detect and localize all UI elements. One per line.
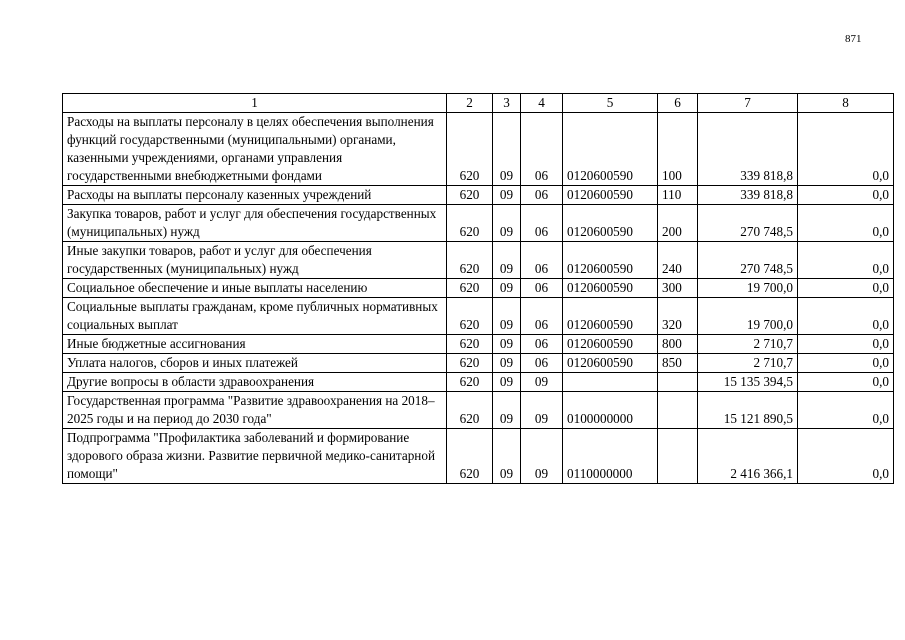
header-cell: 1 — [63, 94, 447, 113]
ministry-code-cell: 620 — [447, 279, 493, 298]
table-row — [63, 392, 894, 429]
change-amount-cell: 0,0 — [798, 186, 894, 205]
table-row — [63, 354, 894, 373]
table-row — [63, 205, 894, 242]
target-item-code-cell: 0120600590 — [563, 113, 658, 186]
table-body — [63, 113, 894, 484]
ministry-code-cell: 620 — [447, 205, 493, 242]
change-amount-cell: 0,0 — [798, 373, 894, 392]
page-number: 871 — [845, 33, 862, 45]
header-cell: 8 — [798, 94, 894, 113]
table-row — [63, 113, 894, 186]
expense-type-code-cell: 800 — [658, 335, 698, 354]
amount-cell: 339 818,8 — [698, 186, 798, 205]
section-code-cell: 09 — [493, 429, 521, 484]
ministry-code-cell: 620 — [447, 392, 493, 429]
ministry-code-cell: 620 — [447, 186, 493, 205]
ministry-code-cell: 620 — [447, 242, 493, 279]
header-cell: 4 — [521, 94, 563, 113]
subsection-code-cell: 06 — [521, 335, 563, 354]
expense-type-code-cell: 300 — [658, 279, 698, 298]
section-code-cell: 09 — [493, 242, 521, 279]
amount-cell: 2 416 366,1 — [698, 429, 798, 484]
table-row — [63, 335, 894, 354]
expense-name-cell: Закупка товаров, работ и услуг для обеспечения государственных (муниципальных) нужд — [63, 205, 447, 242]
subsection-code-cell: 06 — [521, 186, 563, 205]
target-item-code-cell: 0120600590 — [563, 205, 658, 242]
expense-name-cell: Подпрограмма "Профилактика заболеваний и формирование здорового образа жизни. Развитие первичной медико-санитарной помощи" — [63, 429, 447, 484]
subsection-code-cell: 06 — [521, 113, 563, 186]
section-code-cell: 09 — [493, 279, 521, 298]
change-amount-cell: 0,0 — [798, 429, 894, 484]
target-item-code-cell: 0100000000 — [563, 392, 658, 429]
amount-cell: 15 135 394,5 — [698, 373, 798, 392]
expense-type-code-cell: 850 — [658, 354, 698, 373]
expense-name-cell: Расходы на выплаты персоналу казенных учреждений — [63, 186, 447, 205]
section-code-cell: 09 — [493, 113, 521, 186]
target-item-code-cell: 0120600590 — [563, 335, 658, 354]
table-row — [63, 242, 894, 279]
expense-name-cell: Другие вопросы в области здравоохранения — [63, 373, 447, 392]
change-amount-cell: 0,0 — [798, 113, 894, 186]
section-code-cell: 09 — [493, 373, 521, 392]
expense-type-code-cell: 100 — [658, 113, 698, 186]
section-code-cell: 09 — [493, 392, 521, 429]
expense-type-code-cell: 200 — [658, 205, 698, 242]
change-amount-cell: 0,0 — [798, 354, 894, 373]
header-row — [63, 94, 894, 113]
section-code-cell: 09 — [493, 205, 521, 242]
subsection-code-cell: 06 — [521, 298, 563, 335]
amount-cell: 2 710,7 — [698, 335, 798, 354]
expense-type-code-cell — [658, 373, 698, 392]
section-code-cell: 09 — [493, 354, 521, 373]
amount-cell: 2 710,7 — [698, 354, 798, 373]
target-item-code-cell: 0110000000 — [563, 429, 658, 484]
expense-type-code-cell: 110 — [658, 186, 698, 205]
header-cell: 2 — [447, 94, 493, 113]
section-code-cell: 09 — [493, 335, 521, 354]
change-amount-cell: 0,0 — [798, 279, 894, 298]
subsection-code-cell: 06 — [521, 279, 563, 298]
expense-type-code-cell: 320 — [658, 298, 698, 335]
subsection-code-cell: 09 — [521, 373, 563, 392]
subsection-code-cell: 09 — [521, 392, 563, 429]
table-row — [63, 298, 894, 335]
change-amount-cell: 0,0 — [798, 298, 894, 335]
expense-type-code-cell — [658, 392, 698, 429]
section-code-cell: 09 — [493, 186, 521, 205]
amount-cell: 15 121 890,5 — [698, 392, 798, 429]
expense-name-cell: Уплата налогов, сборов и иных платежей — [63, 354, 447, 373]
target-item-code-cell: 0120600590 — [563, 298, 658, 335]
expense-name-cell: Иные закупки товаров, работ и услуг для обеспечения государственных (муниципальных) нужд — [63, 242, 447, 279]
header-cell: 3 — [493, 94, 521, 113]
ministry-code-cell: 620 — [447, 354, 493, 373]
budget-table — [62, 93, 894, 484]
ministry-code-cell: 620 — [447, 298, 493, 335]
subsection-code-cell: 06 — [521, 354, 563, 373]
target-item-code-cell: 0120600590 — [563, 279, 658, 298]
change-amount-cell: 0,0 — [798, 205, 894, 242]
expense-name-cell: Государственная программа "Развитие здравоохранения на 2018–2025 годы и на период до 2030 года" — [63, 392, 447, 429]
expense-name-cell: Расходы на выплаты персоналу в целях обеспечения выполнения функций государственными (муниципальными) органами, казенными учреждениями, органами управления государственными внебюджетными фондами — [63, 113, 447, 186]
header-cell: 6 — [658, 94, 698, 113]
expense-name-cell: Иные бюджетные ассигнования — [63, 335, 447, 354]
target-item-code-cell: 0120600590 — [563, 186, 658, 205]
target-item-code-cell — [563, 373, 658, 392]
ministry-code-cell: 620 — [447, 113, 493, 186]
subsection-code-cell: 09 — [521, 429, 563, 484]
amount-cell: 339 818,8 — [698, 113, 798, 186]
ministry-code-cell: 620 — [447, 429, 493, 484]
table-row — [63, 373, 894, 392]
expense-type-code-cell: 240 — [658, 242, 698, 279]
change-amount-cell: 0,0 — [798, 335, 894, 354]
change-amount-cell: 0,0 — [798, 392, 894, 429]
table-row — [63, 279, 894, 298]
section-code-cell: 09 — [493, 298, 521, 335]
target-item-code-cell: 0120600590 — [563, 242, 658, 279]
change-amount-cell: 0,0 — [798, 242, 894, 279]
amount-cell: 270 748,5 — [698, 205, 798, 242]
expense-type-code-cell — [658, 429, 698, 484]
expense-name-cell: Социальное обеспечение и иные выплаты населению — [63, 279, 447, 298]
amount-cell: 270 748,5 — [698, 242, 798, 279]
amount-cell: 19 700,0 — [698, 279, 798, 298]
target-item-code-cell: 0120600590 — [563, 354, 658, 373]
ministry-code-cell: 620 — [447, 335, 493, 354]
expense-name-cell: Социальные выплаты гражданам, кроме публичных нормативных социальных выплат — [63, 298, 447, 335]
subsection-code-cell: 06 — [521, 242, 563, 279]
table-row — [63, 429, 894, 484]
header-cell: 5 — [563, 94, 658, 113]
amount-cell: 19 700,0 — [698, 298, 798, 335]
ministry-code-cell: 620 — [447, 373, 493, 392]
header-cell: 7 — [698, 94, 798, 113]
table-row — [63, 186, 894, 205]
subsection-code-cell: 06 — [521, 205, 563, 242]
